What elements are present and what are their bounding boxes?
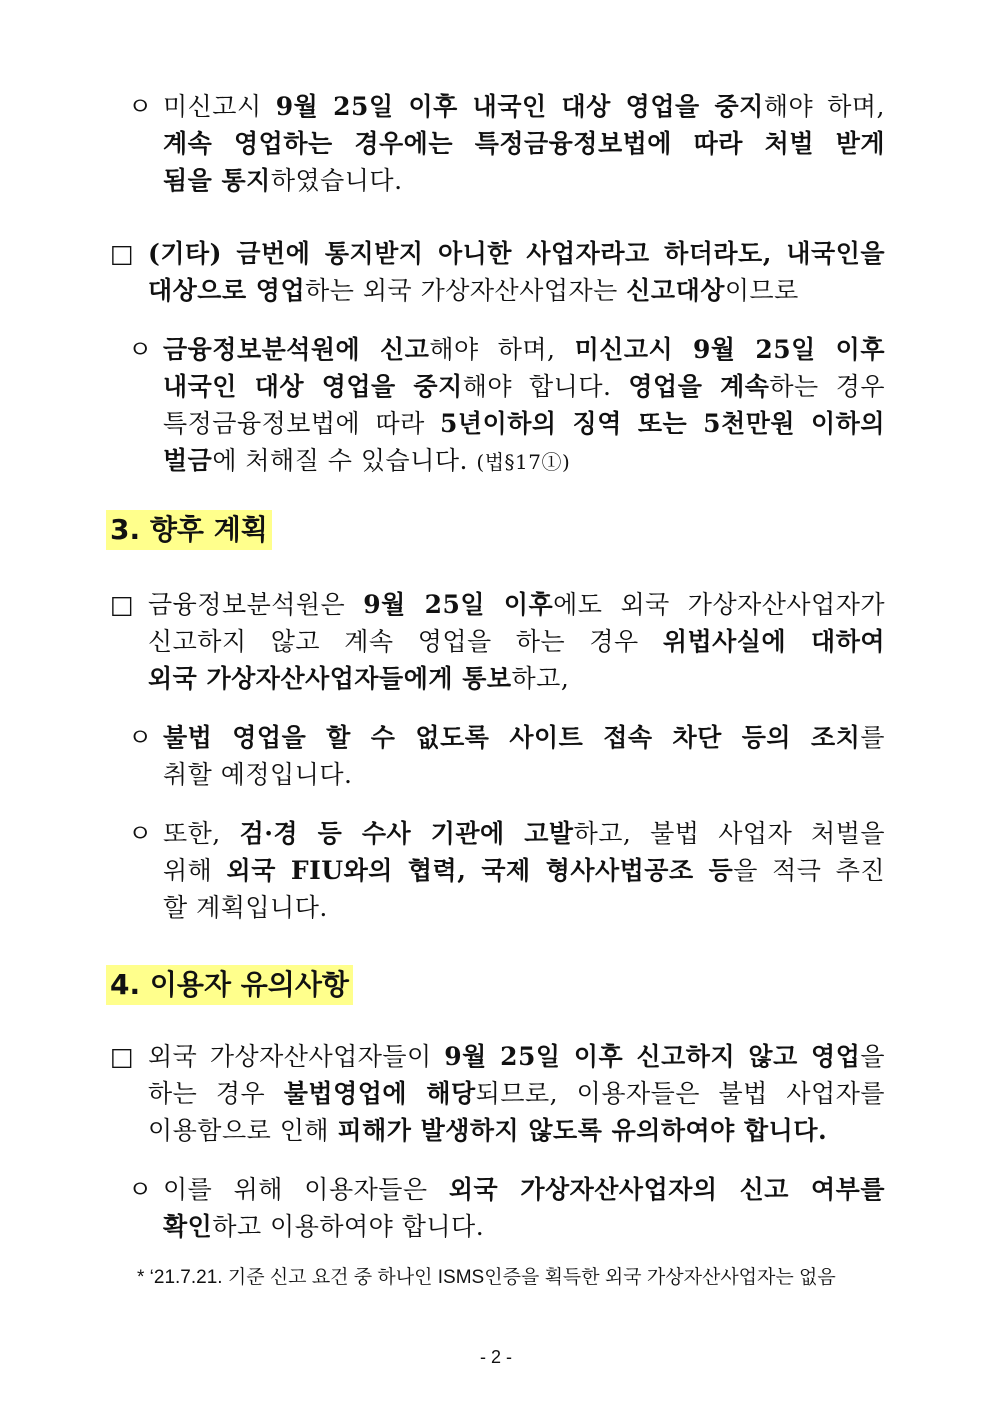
text-line xyxy=(148,1038,885,1075)
section-heading-4: 4. 이용자 유의사항 xyxy=(106,965,353,1005)
text-line xyxy=(163,889,885,926)
text-segment: 이용함으로 인해 xyxy=(148,1116,338,1145)
bold-text: 9월 25일 이후 xyxy=(363,590,554,619)
text-line xyxy=(148,1112,885,1149)
bold-text: 외국 가상자산사업자들에게 통보 xyxy=(148,664,512,693)
text-line xyxy=(148,1075,885,1112)
text-segment: 또한, xyxy=(163,819,240,848)
square-bullet: □ xyxy=(110,590,134,619)
page-number: - 2 - xyxy=(479,1347,512,1367)
text-segment: 에 처해질 수 있습니다. xyxy=(212,446,477,475)
text-segment: 를 xyxy=(860,723,885,752)
text-segment: 하고, xyxy=(511,664,570,693)
text-line xyxy=(163,331,885,368)
paragraph-6 xyxy=(163,815,885,926)
text-segment: 특정금융정보법에 따라 xyxy=(163,409,441,438)
text-segment: 하는 외국 가상자산사업자는 xyxy=(305,276,627,305)
text-segment: 위해 xyxy=(163,856,227,885)
text-segment: 외국 가상자산사업자들이 xyxy=(148,1042,445,1071)
bold-text: 계속 영업하는 경우에는 특정금융정보법에 따라 처벌 받게 xyxy=(163,129,885,158)
text-line xyxy=(148,586,885,623)
text-line xyxy=(148,272,885,309)
text-line xyxy=(148,235,885,272)
text-segment: 미신고시 xyxy=(163,92,276,121)
text-line xyxy=(163,852,885,889)
paragraph-4 xyxy=(148,586,885,697)
text-segment: 이를 위해 이용자들은 xyxy=(163,1175,449,1204)
paragraph-5 xyxy=(163,719,885,793)
text-segment: 에도 외국 가상자산사업자가 xyxy=(553,590,885,619)
text-segment: (법§17①) xyxy=(476,450,571,474)
text-segment: 을 xyxy=(860,1042,885,1071)
bold-text: 5년이하의 징역 또는 5천만원 이하의 xyxy=(440,409,885,438)
text-segment: 하고 이용하여야 합니다. xyxy=(212,1212,485,1241)
text-segment: 이므로 xyxy=(724,276,799,305)
paragraph-1 xyxy=(163,88,885,199)
text-line xyxy=(163,756,885,793)
paragraph-7 xyxy=(148,1038,885,1149)
footnote: * ‘21.7.21. 기준 신고 요건 중 하나인 ISMS인증을 획득한 외국 가상자산사업자는 없음 xyxy=(137,1267,836,1288)
text-line xyxy=(163,88,885,125)
text-segment: 신고하지 않고 계속 영업을 하는 경우 xyxy=(148,627,663,656)
text-line xyxy=(148,660,885,697)
bold-text: 신고대상 xyxy=(626,276,725,305)
bold-text: 검·경 등 수사 기관에 고발 xyxy=(239,819,574,848)
circle-bullet: ㅇ xyxy=(128,335,153,364)
text-segment: 하고, 불법 사업자 처벌을 xyxy=(573,819,885,848)
bold-text: 외국 FIU와의 협력, 국제 형사사법공조 등 xyxy=(226,856,734,885)
bold-text: 확인 xyxy=(163,1212,213,1241)
circle-bullet: ㅇ xyxy=(128,92,153,121)
text-segment: 해야 합니다. xyxy=(462,372,629,401)
circle-bullet: ㅇ xyxy=(128,819,153,848)
text-segment: 해야 하며, xyxy=(429,335,575,364)
text-segment: 하였습니다. xyxy=(270,166,403,195)
section-heading-3: 3. 향후 계획 xyxy=(106,510,272,550)
bold-text: 불법 영업을 할 수 없도록 사이트 접속 차단 등의 조치 xyxy=(163,723,861,752)
square-bullet: □ xyxy=(110,1042,134,1071)
square-bullet: □ xyxy=(110,239,134,268)
text-line xyxy=(163,815,885,852)
bold-text: 미신고시 9월 25일 이후 xyxy=(574,335,885,364)
bold-text: 위법사실에 대하여 xyxy=(662,627,886,656)
text-line xyxy=(148,623,885,660)
bold-text: 내국인 대상 영업을 중지 xyxy=(163,372,463,401)
text-segment: 할 계획입니다. xyxy=(163,893,328,922)
text-segment: 금융정보분석원은 xyxy=(148,590,364,619)
text-line xyxy=(163,719,885,756)
bold-text: (기타) 금번에 통지받지 아니한 사업자라고 하더라도, 내국인을 xyxy=(148,239,885,268)
bold-text: 외국 가상자산사업자의 신고 여부를 xyxy=(448,1175,885,1204)
circle-bullet: ㅇ xyxy=(128,1175,153,1204)
circle-bullet: ㅇ xyxy=(128,723,153,752)
text-segment: 해야 하며, xyxy=(763,92,885,121)
paragraph-3 xyxy=(163,331,885,481)
text-segment: 되므로, 이용자들은 불법 사업자를 xyxy=(475,1079,885,1108)
bold-text: 영업을 계속 xyxy=(628,372,770,401)
text-line xyxy=(163,405,885,442)
text-line xyxy=(163,368,885,405)
bold-text: 됨을 통지 xyxy=(163,166,271,195)
text-line xyxy=(163,162,885,199)
text-segment: 취할 예정입니다. xyxy=(163,760,353,789)
text-line xyxy=(163,1171,885,1208)
text-line xyxy=(163,442,885,481)
bold-text: 불법영업에 해당 xyxy=(283,1079,476,1108)
paragraph-8 xyxy=(163,1171,885,1245)
text-line xyxy=(163,1208,885,1245)
text-segment: 하는 경우 xyxy=(769,372,885,401)
text-line xyxy=(163,125,885,162)
bold-text: 9월 25일 이후 신고하지 않고 영업 xyxy=(444,1042,861,1071)
text-segment: 을 적극 추진 xyxy=(733,856,885,885)
paragraph-2 xyxy=(148,235,885,309)
bold-text: 피해가 발생하지 않도록 유의하여야 합니다. xyxy=(337,1116,828,1145)
bold-text: 9월 25일 이후 내국인 대상 영업을 중지 xyxy=(275,92,764,121)
bold-text: 대상으로 영업 xyxy=(148,276,306,305)
bold-text: 금융정보분석원에 신고 xyxy=(163,335,430,364)
bold-text: 벌금 xyxy=(163,446,213,475)
text-segment: 하는 경우 xyxy=(148,1079,284,1108)
